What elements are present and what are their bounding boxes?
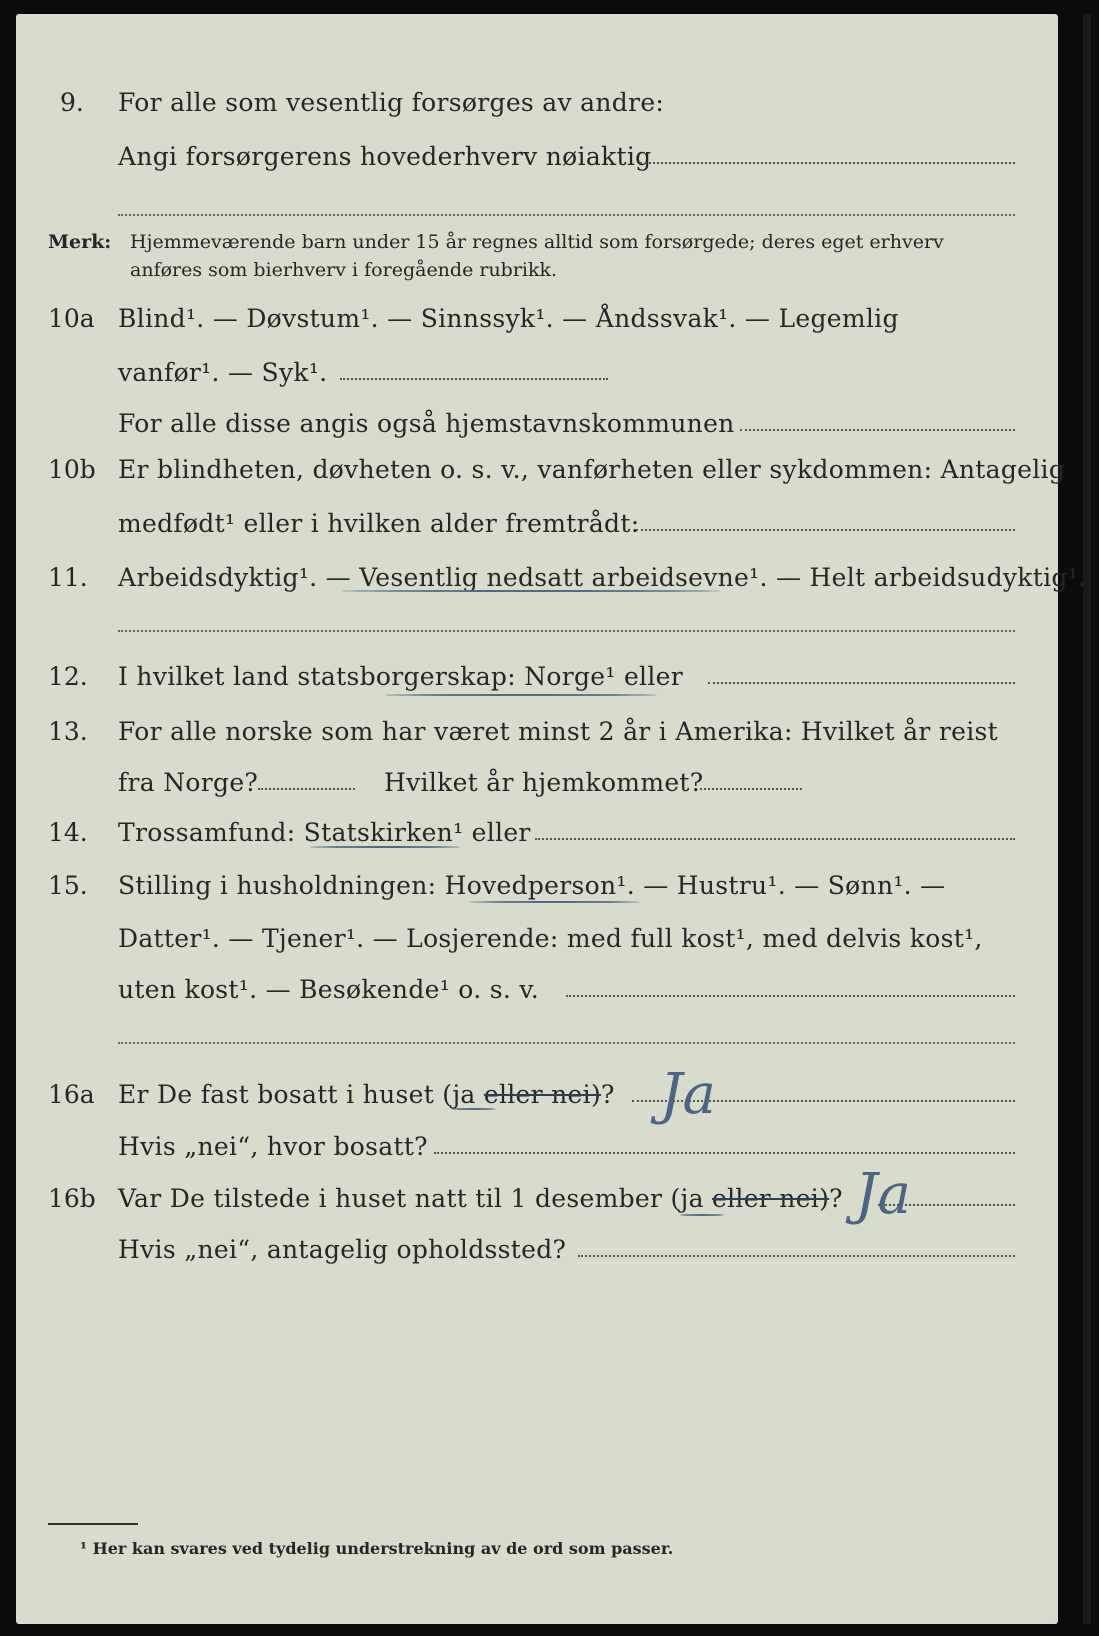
q14-answer-line[interactable]	[535, 838, 1015, 840]
q13-left-line[interactable]	[258, 788, 355, 790]
q14-line1: Trossamfund: Statskirken¹ eller	[118, 818, 531, 847]
q16b-text: Var De tilstede i huset natt til 1 desember (ja	[118, 1184, 704, 1213]
q16a-where-line[interactable]	[434, 1152, 1015, 1154]
q16a-text: Er De fast bosatt i huset (ja	[118, 1080, 476, 1109]
q11-answer-line[interactable]	[118, 630, 1015, 632]
q16a-question-mark: ?	[601, 1080, 615, 1109]
q10b-line1: Er blindheten, døvheten o. s. v., vanførheten eller sykdommen: Antagelig	[118, 455, 1066, 484]
q16b-line1	[118, 1184, 843, 1213]
q11-line1: Arbeidsdyktig¹. — Vesentlig nedsatt arbeidsevne¹. — Helt arbeidsudyktig¹.	[118, 563, 1087, 592]
merk-line2: anføres som bierhverv i foregående rubrikk.	[130, 259, 558, 281]
q16a-line1	[118, 1080, 615, 1109]
q16b-where-line[interactable]	[578, 1255, 1015, 1257]
footnote: ¹ Her kan svares ved tydelig understrekning av de ord som passer.	[80, 1539, 674, 1558]
q12-underline-mark	[385, 694, 657, 696]
q16b-question-mark: ?	[829, 1184, 843, 1213]
q16b-struck-text: eller nei)	[712, 1184, 830, 1213]
merk-line1: Hjemmeværende barn under 15 år regnes alltid som forsørgede; deres eget erhverv	[130, 231, 944, 253]
q16a-struck-text: eller nei)	[483, 1080, 601, 1109]
q10a-line3: For alle disse angis også hjemstavnskommunen	[118, 409, 735, 438]
q16b-underline-mark	[680, 1214, 724, 1216]
q11-underline-mark	[342, 590, 720, 592]
q10b-answer-line[interactable]	[636, 529, 1015, 531]
q10a-municipality-line[interactable]	[740, 429, 1015, 431]
q16a-number: 16a	[48, 1080, 95, 1109]
q12-line1: I hvilket land statsborgerskap: Norge¹ eller	[118, 662, 683, 691]
q14-underline-mark	[310, 846, 460, 848]
q15-number: 15.	[48, 871, 88, 900]
q16a-underline-mark	[452, 1108, 496, 1110]
q10b-line2: medfødt¹ eller i hvilken alder fremtrådt:	[118, 509, 640, 538]
q9-answer-line[interactable]	[640, 162, 1015, 164]
q12-answer-line[interactable]	[708, 682, 1015, 684]
q13-line2b: Hvilket år hjemkommet?	[384, 768, 704, 797]
q9-line2: Angi forsørgerens hovederhverv nøiaktig	[118, 142, 652, 171]
q16a-line2: Hvis „nei“, hvor bosatt?	[118, 1132, 428, 1161]
page-edge	[1083, 14, 1091, 1624]
q16b-line2: Hvis „nei“, antagelig opholdssted?	[118, 1235, 567, 1264]
q15-line3: uten kost¹. — Besøkende¹ o. s. v.	[118, 975, 540, 1004]
q9-line1: For alle som vesentlig forsørges av andre:	[118, 88, 665, 117]
merk-label: Merk:	[48, 231, 112, 253]
q10a-line2: vanfør¹. — Syk¹.	[118, 358, 328, 387]
q15-line2: Datter¹. — Tjener¹. — Losjerende: med full kost¹, med delvis kost¹,	[118, 924, 983, 953]
q13-line1: For alle norske som har været minst 2 år i Amerika: Hvilket år reist	[118, 717, 999, 746]
q15-answer-line[interactable]	[566, 995, 1015, 997]
q16b-number: 16b	[48, 1184, 96, 1213]
q16a-handwritten-answer: Ja	[660, 1062, 716, 1127]
footnote-rule	[48, 1523, 138, 1525]
q10a-number: 10a	[48, 304, 95, 333]
q11-number: 11.	[48, 563, 88, 592]
q14-number: 14.	[48, 818, 88, 847]
q15-line1: Stilling i husholdningen: Hovedperson¹. — Hustru¹. — Sønn¹. —	[118, 871, 946, 900]
separator-rule	[118, 214, 1015, 216]
q13-number: 13.	[48, 717, 88, 746]
q12-number: 12.	[48, 662, 88, 691]
q10a-answer-line[interactable]	[340, 378, 608, 380]
q10a-line1: Blind¹. — Døvstum¹. — Sinnssyk¹. — Åndssvak¹. — Legemlig	[118, 304, 899, 333]
q10b-number: 10b	[48, 455, 96, 484]
q15-underline-mark	[470, 901, 640, 903]
q15-extra-line[interactable]	[118, 1042, 1015, 1044]
q13-line2a: fra Norge?	[118, 768, 259, 797]
q9-number: 9.	[60, 88, 84, 117]
q13-right-line[interactable]	[700, 788, 802, 790]
q16b-handwritten-answer: Ja	[855, 1162, 911, 1227]
